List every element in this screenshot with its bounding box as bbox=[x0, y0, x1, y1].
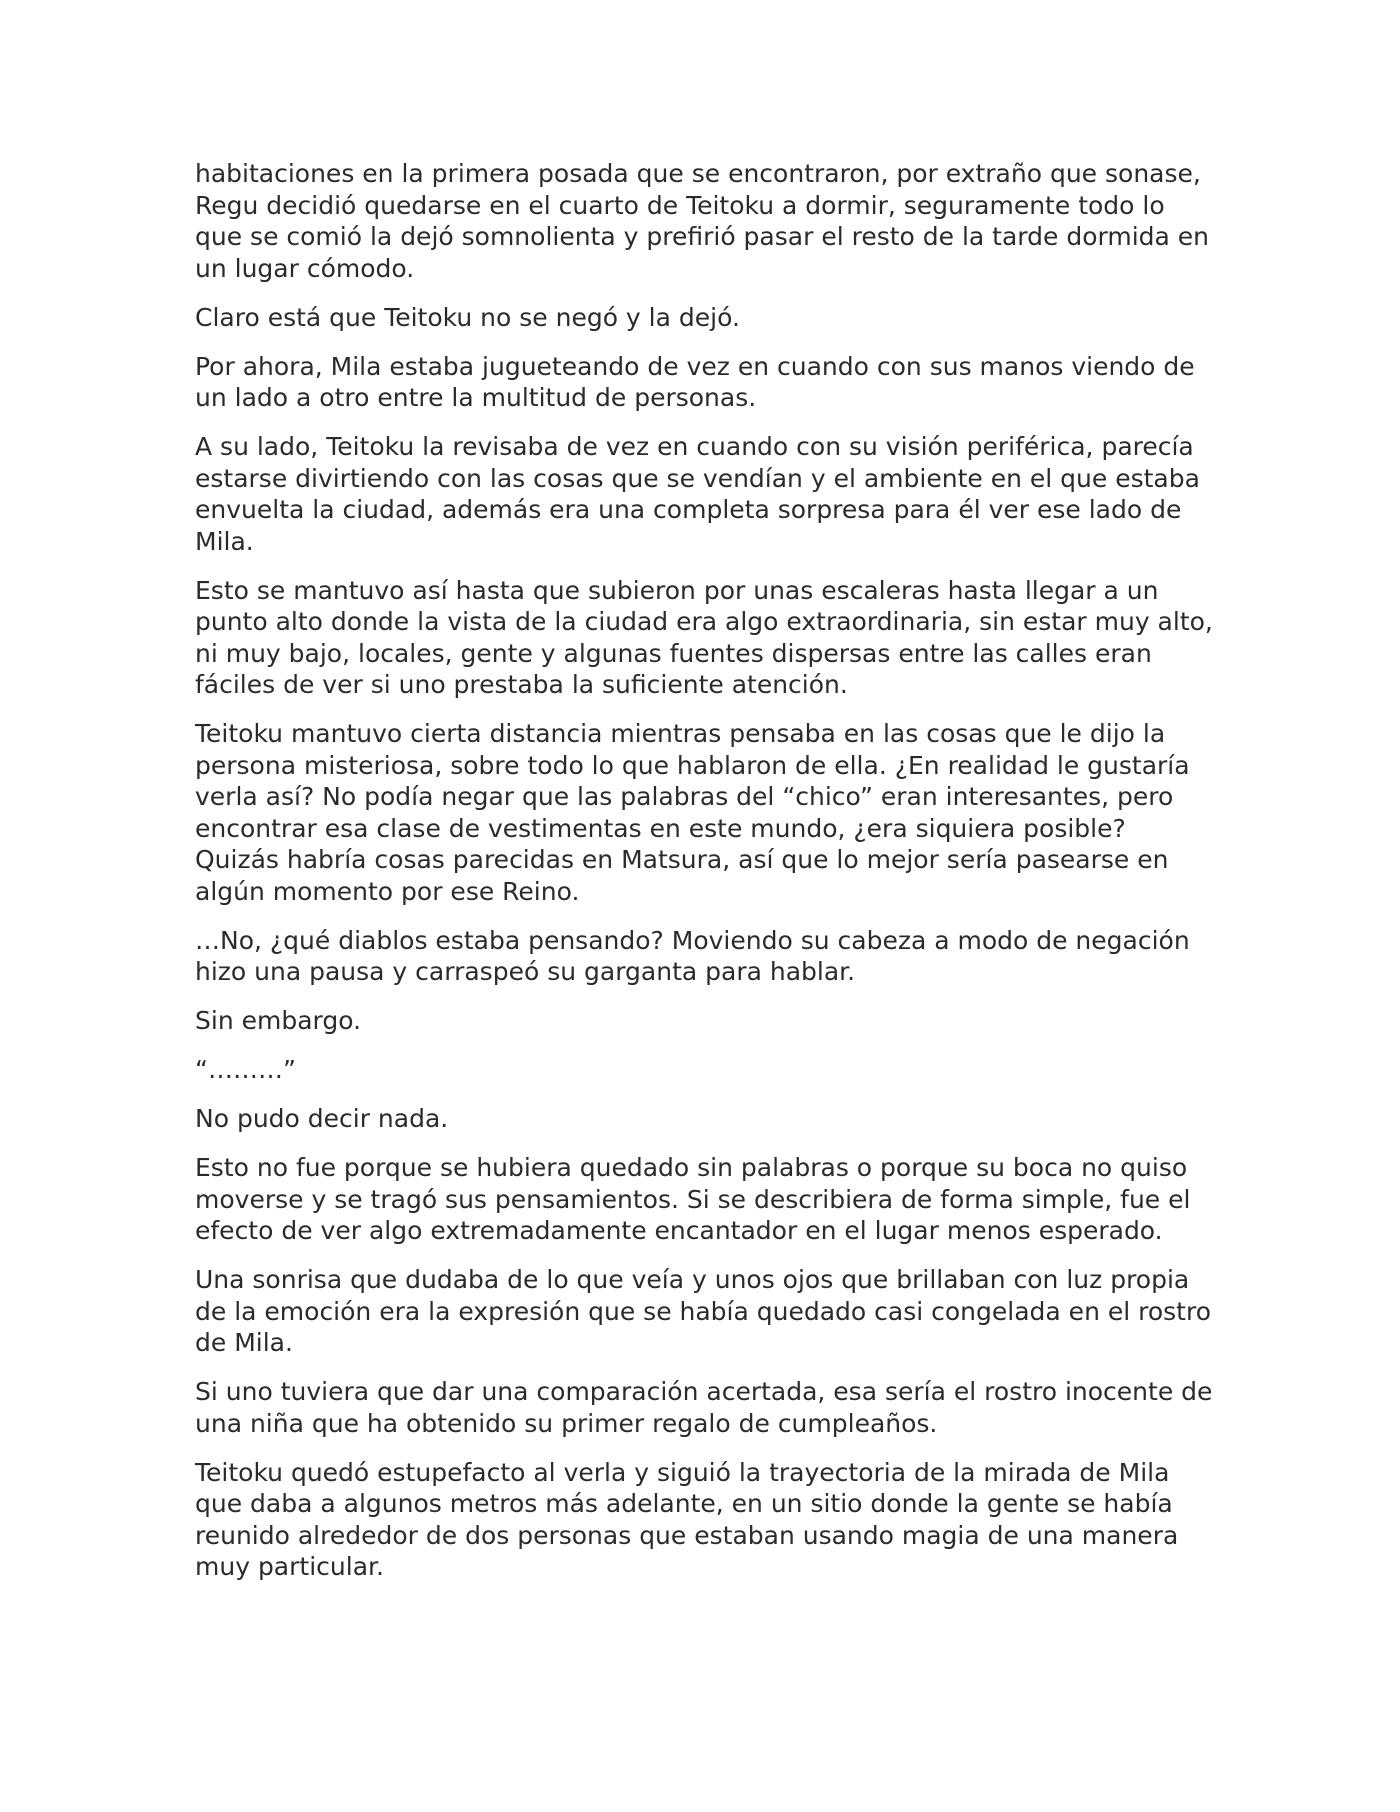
paragraph-1: habitaciones en la primera posada que se encontraron, por extraño que sonase, Regu decidió quedarse en el cuarto de Teitoku a dormir, seguramente todo lo que se comió la dejó somnolienta y prefirió pasar el resto de la tarde dormida en un lugar cómodo. bbox=[195, 159, 1210, 283]
paragraph-13: Si uno tuviera que dar una comparación acertada, esa sería el rostro inocente de una niña que ha obtenido su primer regalo de cumpleaños. bbox=[195, 1377, 1213, 1438]
paragraph-9: “………” bbox=[195, 1055, 296, 1084]
paragraph-6: Teitoku mantuvo cierta distancia mientras pensaba en las cosas que le dijo la persona misteriosa, sobre todo lo que hablaron de ella. ¿En realidad le gustaría verla así? No podía negar que las palabras del “chico” eran interesantes, pero encontrar esa clase de vestimentas en este mundo, ¿era siquiera posible? Quizás habría cosas parecidas en Matsura, así que lo mejor sería pasearse en algún momento por ese Reino. bbox=[195, 719, 1190, 906]
paragraph-12: Una sonrisa que dudaba de lo que veía y unos ojos que brillaban con luz propia de la emoción era la expresión que se había quedado casi congelada en el rostro de Mila. bbox=[195, 1265, 1212, 1357]
paragraph-14: Teitoku quedó estupefacto al verla y siguió la trayectoria de la mirada de Mila que daba a algunos metros más adelante, en un sitio donde la gente se había reunido alrededor de dos personas que estaban usando magia de una manera muy particular. bbox=[195, 1457, 1179, 1581]
paragraph-7: …No, ¿qué diablos estaba pensando? Moviendo su cabeza a modo de negación hizo una pausa y carraspeó su garganta para hablar. bbox=[195, 925, 1190, 986]
paragraph-10: No pudo decir nada. bbox=[195, 1104, 449, 1133]
paragraph-3: Por ahora, Mila estaba jugueteando de vez en cuando con sus manos viendo de un lado a otro entre la multitud de personas. bbox=[195, 351, 1195, 412]
paragraph-4: A su lado, Teitoku la revisaba de vez en cuando con su visión periférica, parecía estarse divirtiendo con las cosas que se vendían y el ambiente en el que estaba envuelta la ciudad, además era una completa sorpresa para él ver ese lado de Mila. bbox=[195, 432, 1200, 556]
document-body bbox=[195, 158, 1215, 1600]
paragraph-5: Esto se mantuvo así hasta que subieron por unas escaleras hasta llegar a un punto alto donde la vista de la ciudad era algo extraordinaria, sin estar muy alto, ni muy bajo, locales, gente y algunas fuentes dispersas entre las calles eran fáciles de ver si uno prestaba la suficiente atención. bbox=[195, 575, 1213, 699]
paragraph-2: Claro está que Teitoku no se negó y la dejó. bbox=[195, 302, 740, 332]
paragraph-8: Sin embargo. bbox=[195, 1006, 362, 1035]
paragraph-11: Esto no fue porque se hubiera quedado sin palabras o porque su boca no quiso moverse y se tragó sus pensamientos. Si se describiera de forma simple, fue el efecto de ver algo extremadamente encantador en el lugar menos esperado. bbox=[195, 1153, 1191, 1245]
